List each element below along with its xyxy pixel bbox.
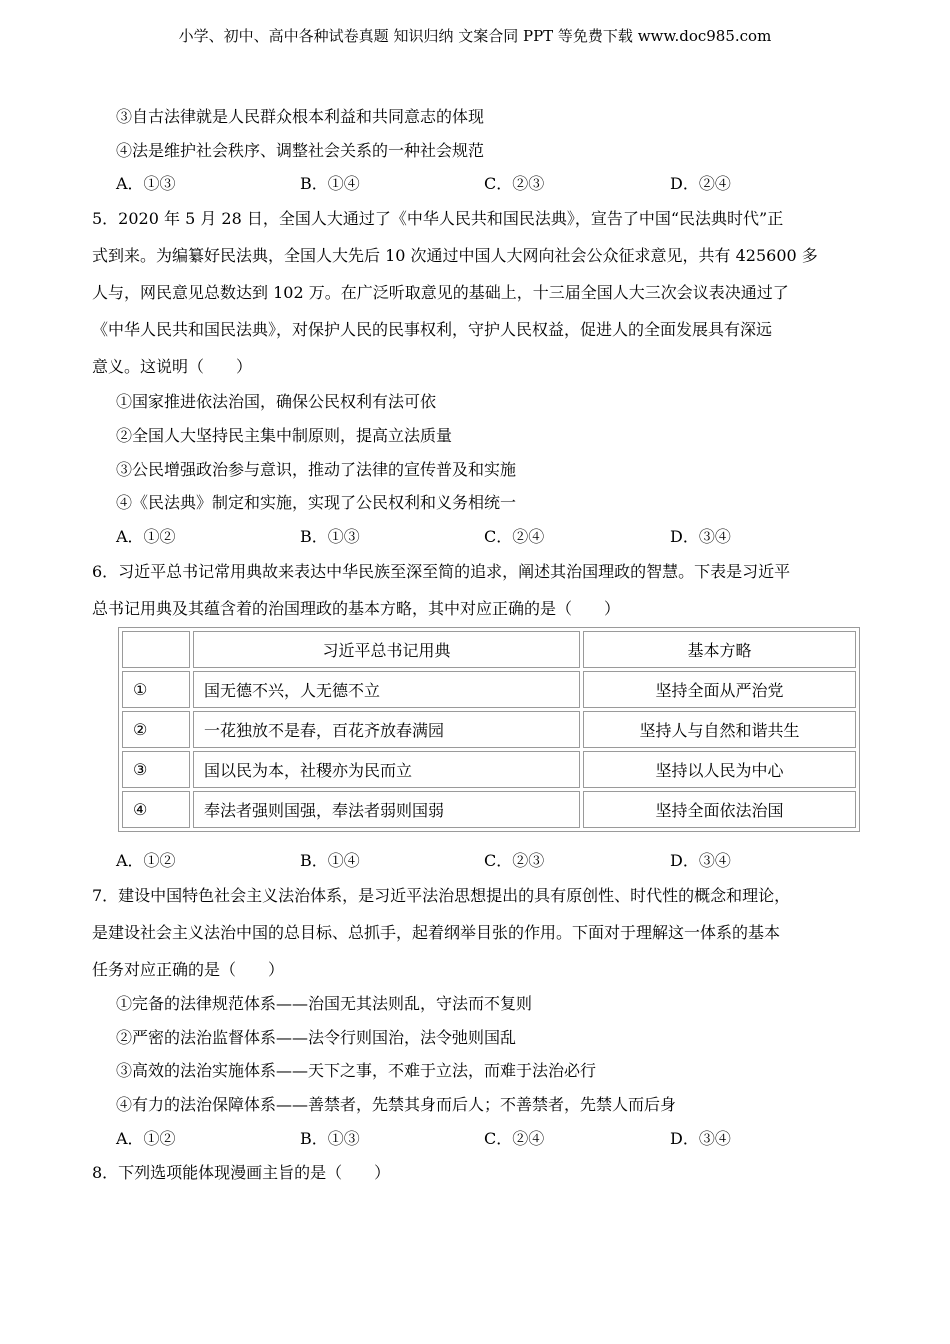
q5-option-b: B．①③ [300,527,360,546]
table-row [122,791,856,828]
q4-item-4: ④法是维护社会秩序、调整社会关系的一种社会规范 [116,141,485,160]
q5-item-1: ①国家推进依法治国，确保公民权利有法可依 [116,392,437,411]
table-cell-number: ③ [122,751,190,788]
q7-option-d: D．③④ [670,1129,731,1148]
table-row [122,751,856,788]
q7-item-3: ③高效的法治实施体系——天下之事，不难于立法，而难于法治必行 [116,1061,597,1080]
q5-stem-line-2: 式到来。为编纂好民法典，全国人大先后 10 次通过中国人大网向社会公众征求意见，共有 425600 多 [92,246,818,265]
q5-option-a: A．①② [116,527,176,546]
q5-option-c: C．②④ [484,527,545,546]
table-cell-number: ② [122,711,190,748]
q6-option-c: C．②③ [484,851,545,870]
table-cell-number: ④ [122,791,190,828]
q4-option-b: B．①④ [300,174,360,193]
q4-option-c: C．②③ [484,174,545,193]
table-row [122,711,856,748]
q4-item-3: ③自古法律就是人民群众根本利益和共同意志的体现 [116,107,485,126]
table-cell-strategy: 坚持全面依法治国 [583,791,856,828]
table-cell-quote: 国以民为本，社稷亦为民而立 [193,751,580,788]
q6-option-b: B．①④ [300,851,360,870]
q6-stem-line-2: 总书记用典及其蕴含着的治国理政的基本方略，其中对应正确的是（ ） [92,599,621,618]
q6-option-d: D．③④ [670,851,731,870]
q6-stem-line-1: 6．习近平总书记常用典故来表达中华民族至深至简的追求，阐述其治国理政的智慧。下表是习近平 [92,562,791,581]
q5-item-3: ③公民增强政治参与意识，推动了法律的宣传普及和实施 [116,460,517,479]
q5-stem-line-3: 人与，网民意见总数达到 102 万。在广泛听取意见的基础上，十三届全国人大三次会议表决通过了 [92,283,789,302]
table-cell-strategy: 坚持以人民为中心 [583,751,856,788]
q7-option-b: B．①③ [300,1129,360,1148]
q6-option-a: A．①② [116,851,176,870]
page-header: 小学、初中、高中各种试卷真题 知识归纳 文案合同 PPT 等免费下载 www.doc985.com [178,27,772,45]
q5-item-2: ②全国人大坚持民主集中制原则，提高立法质量 [116,426,453,445]
table-row [122,671,856,708]
table-header-row [122,631,856,668]
strategy-table [118,627,860,832]
q7-stem-line-1: 7．建设中国特色社会主义法治体系，是习近平法治思想提出的具有原创性、时代性的概念和理论， [92,886,791,905]
table-cell-quote: 奉法者强则国强，奉法者弱则国弱 [193,791,580,828]
q5-option-d: D．③④ [670,527,731,546]
table-cell-quote: 国无德不兴，人无德不立 [193,671,580,708]
q7-stem-line-2: 是建设社会主义法治中国的总目标、总抓手，起着纲举目张的作用。下面对于理解这一体系的基本 [92,923,781,942]
q7-stem-line-3: 任务对应正确的是（ ） [92,960,285,979]
table-header-cell [122,631,190,668]
table-cell-number: ① [122,671,190,708]
q7-item-1: ①完备的法律规范体系——治国无其法则乱，守法而不复则 [116,994,533,1013]
q5-stem-line-4: 《中华人民共和国民法典》，对保护人民的民事权利，守护人民权益，促进人的全面发展具有深远 [92,320,773,339]
q5-stem-line-1: 5．2020 年 5 月 28 日，全国人大通过了《中华人民共和国民法典》，宣告了中国“民法典时代”正 [92,209,784,228]
table-cell-quote: 一花独放不是春，百花齐放春满园 [193,711,580,748]
q7-item-2: ②严密的法治监督体系——法令行则国治，法令弛则国乱 [116,1028,517,1047]
q8-stem: 8．下列选项能体现漫画主旨的是（ ） [92,1163,391,1182]
q4-option-a: A．①③ [116,174,176,193]
table-cell-strategy: 坚持人与自然和谐共生 [583,711,856,748]
table-header-cell: 习近平总书记用典 [193,631,580,668]
q4-option-d: D．②④ [670,174,731,193]
q7-item-4: ④有力的法治保障体系——善禁者，先禁其身而后人；不善禁者，先禁人而后身 [116,1095,677,1114]
q7-option-c: C．②④ [484,1129,545,1148]
q5-stem-line-5: 意义。这说明（ ） [92,357,253,376]
q7-option-a: A．①② [116,1129,176,1148]
table-header-cell: 基本方略 [583,631,856,668]
q5-item-4: ④《民法典》制定和实施，实现了公民权利和义务相统一 [116,493,517,512]
table-cell-strategy: 坚持全面从严治党 [583,671,856,708]
